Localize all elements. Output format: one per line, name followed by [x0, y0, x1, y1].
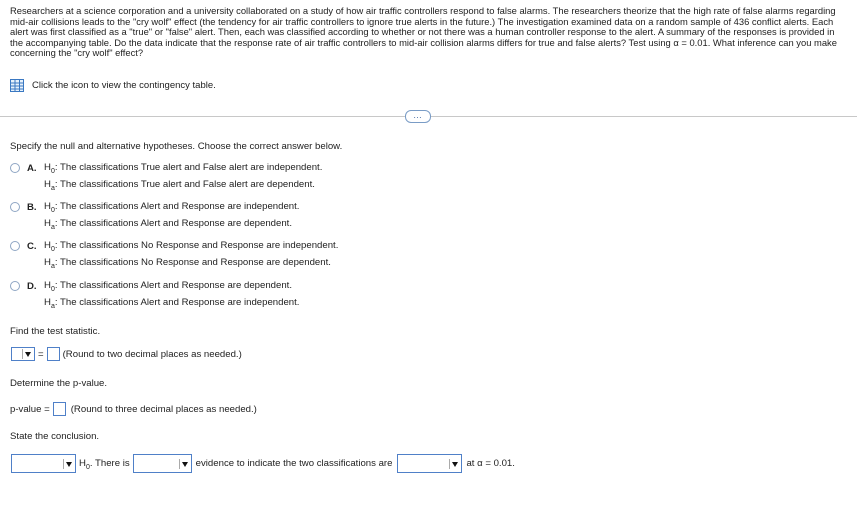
alpha-text: at α = 0.01.	[466, 458, 515, 469]
pvalue-prompt: Determine the p-value.	[10, 378, 108, 389]
test-statistic-input[interactable]	[47, 347, 60, 361]
option-d-h0: $H_0$: The classifications Alert and Response are dependent.	[44, 280, 292, 293]
test-stat-row	[11, 347, 242, 361]
problem-statement: Researchers at a science corporation and a university collaborated on a study of how air traffic controllers respond to false alarms. The researchers theorize that the high rate of false alarms regarding mid-air collisions leads to the "cry wolf" effect (the tendency for air traffic controllers to ignore true alerts in the future.) The investigation examined data on a random sample of 436 conflict alerts. Each alert was first classified as a "true" or "false" alert. Then, each was classified according to whether or not there was a human controller response to the alert. A summary of the responses is provided in the accompanying table. Do the data indicate that the response rate of air traffic controllers to mid-air collision alarms differs for true and false alerts? Test using α = 0.01. What inference can you make concerning the "cry wolf" effect?	[10, 5, 837, 59]
classification-dropdown[interactable]	[397, 454, 462, 473]
chevron-down-icon[interactable]	[449, 459, 460, 469]
option-b-ha: $H_a$: The classifications Alert and Response are dependent.	[44, 218, 292, 231]
option-b-letter: B.	[27, 202, 37, 213]
option-b[interactable]	[10, 202, 299, 233]
chevron-down-icon[interactable]	[179, 459, 190, 469]
option-d[interactable]	[10, 281, 299, 312]
round-two-hint: (Round to two decimal places as needed.)	[62, 348, 242, 360]
option-d-ha: $H_a$: The classifications Alert and Response are independent.	[44, 297, 300, 310]
pvalue-row	[10, 402, 257, 416]
option-c-ha: $H_a$: The classifications No Response and Response are dependent.	[44, 257, 331, 270]
option-c-letter: C.	[27, 241, 37, 252]
option-d-letter: D.	[27, 281, 37, 292]
option-a-ha: $H_a$: The classifications True alert and False alert are dependent.	[44, 179, 315, 192]
evidence-dropdown[interactable]	[133, 454, 192, 473]
contingency-table-link[interactable]	[10, 79, 216, 92]
equals-sign: =	[38, 348, 44, 360]
pvalue-label: p-value =	[10, 403, 50, 415]
option-c-radio[interactable]	[10, 241, 20, 251]
hypotheses-prompt: Specify the null and alternative hypotheses. Choose the correct answer below.	[10, 141, 343, 152]
option-d-radio[interactable]	[10, 281, 20, 291]
expand-button[interactable]: …	[405, 110, 431, 123]
option-b-radio[interactable]	[10, 202, 20, 212]
option-a-radio[interactable]	[10, 163, 20, 173]
table-icon[interactable]	[10, 79, 24, 92]
table-link-text[interactable]: Click the icon to view the contingency table.	[32, 80, 216, 91]
option-b-h0: $H_0$: The classifications Alert and Response are independent.	[44, 201, 300, 214]
conclusion-h0: $H_0$. There is	[79, 458, 130, 471]
round-three-hint: (Round to three decimal places as needed.)	[70, 403, 257, 415]
option-a[interactable]	[10, 163, 322, 194]
chevron-down-icon[interactable]	[22, 349, 33, 359]
option-c[interactable]	[10, 241, 338, 272]
pvalue-input[interactable]	[53, 402, 66, 416]
option-c-h0: $H_0$: The classifications No Response and Response are independent.	[44, 240, 339, 253]
conclusion-evidence-text: evidence to indicate the two classifications are	[195, 458, 393, 469]
option-a-letter: A.	[27, 163, 37, 174]
option-a-h0: $H_0$: The classifications True alert and False alert are independent.	[44, 162, 323, 175]
test-stat-prompt: Find the test statistic.	[10, 326, 101, 337]
conclusion-row	[11, 454, 515, 473]
statistic-dropdown[interactable]	[11, 347, 35, 361]
chevron-down-icon[interactable]	[63, 459, 74, 469]
conclusion-prompt: State the conclusion.	[10, 431, 100, 442]
reject-dropdown[interactable]	[11, 454, 76, 473]
